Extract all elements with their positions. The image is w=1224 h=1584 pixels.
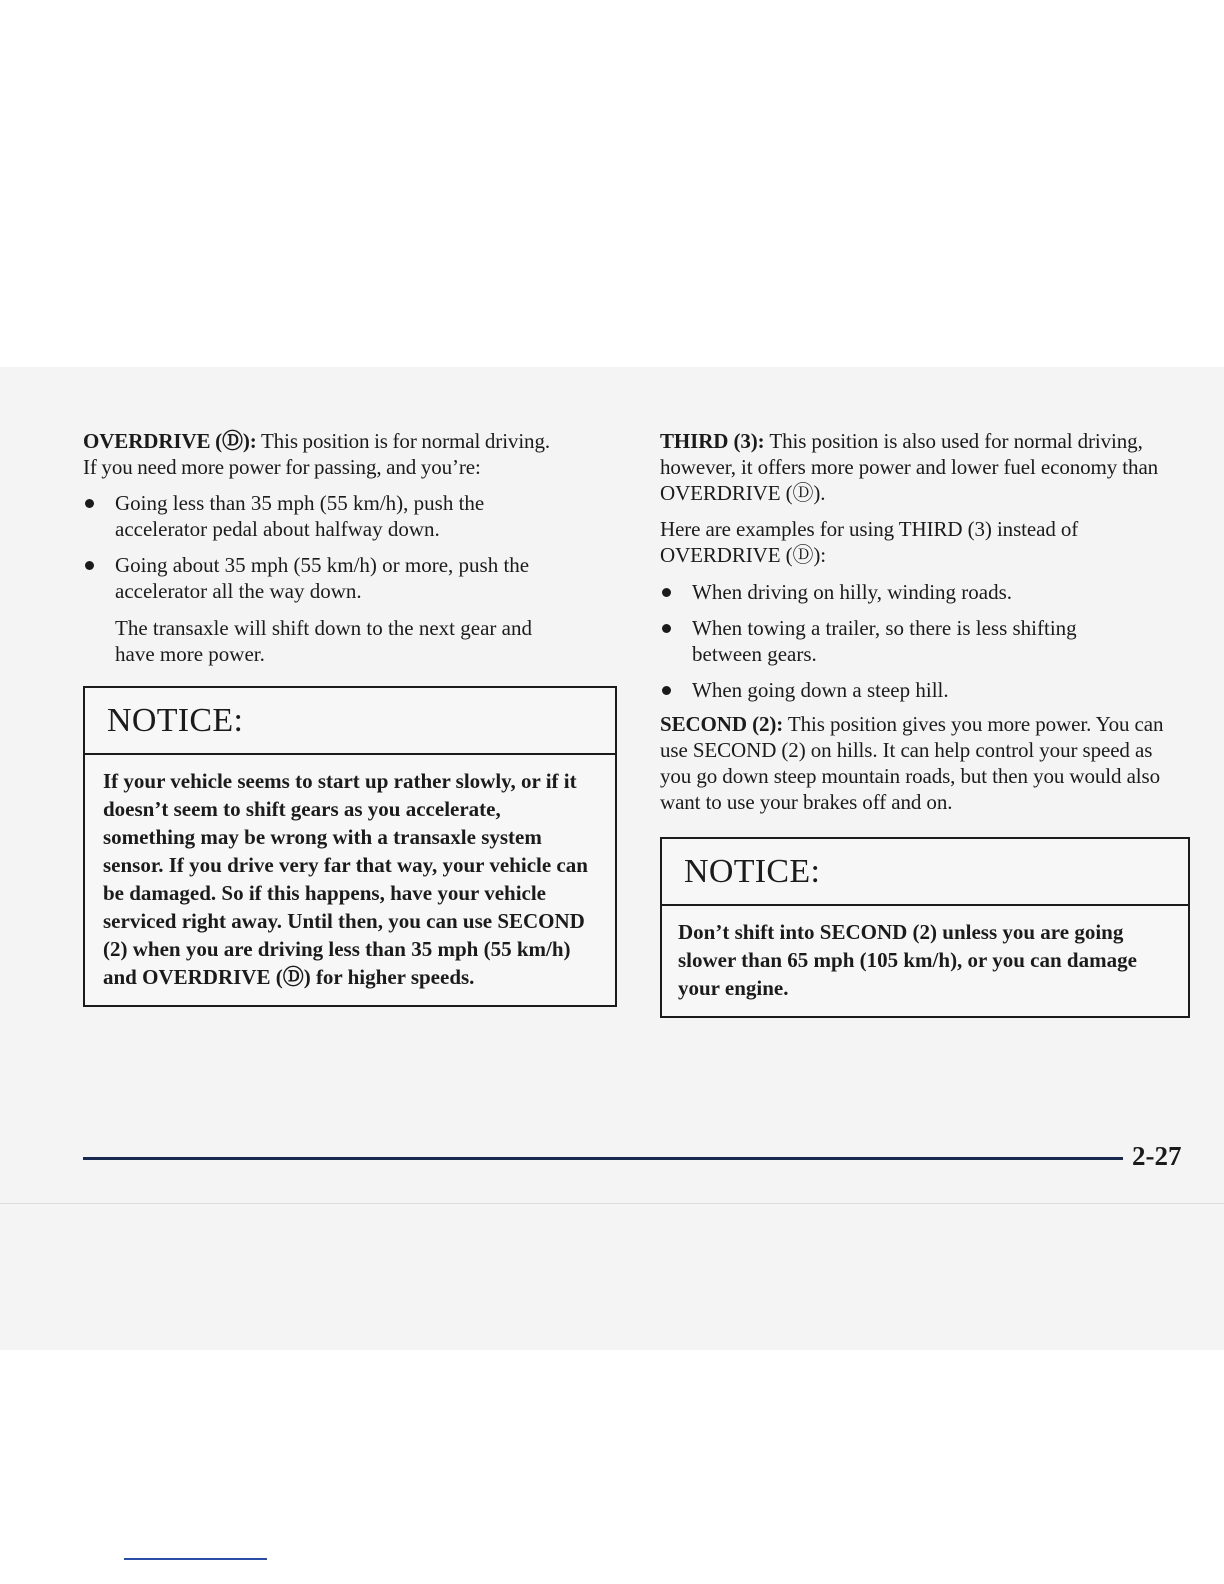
left-column [83,428,623,1007]
bullet-text: When driving on hilly, winding roads. [692,580,1013,604]
bullet-text: Going about 35 mph (55 km/h) or more, push the accelerator all the way down. [115,553,530,603]
notice-title: NOTICE: [662,839,1188,906]
overdrive-label: OVERDRIVE (Ⓓ): [83,429,257,453]
notice-title: NOTICE: [85,688,615,755]
bullet-icon [85,561,94,570]
second-paragraph [660,711,1180,815]
notice-box-right [660,837,1190,1018]
overdrive-text-2: If you need more power for passing, and you’re: [83,455,481,479]
notice-body: If your vehicle seems to start up rather slowly, or if it doesn’t seem to shift gears as you accelerate, something may be wrong with a transaxle system sensor. If you drive very far that way, your vehicle can be damaged. So if this happens, have your vehicle serviced right away. Until then, you can use SECOND (2) when you are driving less than 35 mph (55 km/h) and OVERDRIVE (Ⓓ) for higher speeds. [103,769,588,989]
transaxle-paragraph: The transaxle will shift down to the next gear and have more power. [115,616,532,666]
divider [0,1203,1224,1204]
examples-intro: Here are examples for using THIRD (3) instead of OVERDRIVE (Ⓓ): [660,517,1079,567]
right-column [660,428,1190,1018]
bullet-text: When going down a steep hill. [692,678,949,702]
list-item [660,615,1130,667]
bullet-icon [662,686,671,695]
third-text: This position is also used for normal driving, however, it offers more power and lower fuel economy than OVERDRIVE (Ⓓ). [660,429,1159,505]
third-label: THIRD (3): [660,429,765,453]
notice-body: Don’t shift into SECOND (2) unless you are going slower than 65 mph (105 km/h), or you can damage your engine. [678,920,1137,1000]
overdrive-bullet-list [83,490,553,604]
second-label: SECOND (2): [660,712,784,736]
page-number: 2-27 [1132,1141,1182,1171]
notice-box-left [83,686,617,1007]
third-paragraph [660,428,1170,506]
list-item [660,677,1130,703]
third-bullet-list [660,579,1130,703]
list-item [83,490,553,542]
divider [124,1558,267,1560]
list-item [83,552,553,604]
list-item [660,579,1130,605]
second-text: This position gives you more power. You can use SECOND (2) on hills. It can help control your speed as you go down steep mountain roads, but then you would also want to use your brakes off and on. [660,712,1164,814]
bullet-icon [85,499,94,508]
overdrive-text-1: This position is for normal driving. [256,429,551,453]
footer-rule [83,1157,1123,1160]
overdrive-paragraph [83,428,623,480]
bullet-icon [662,588,671,597]
bullet-icon [662,624,671,633]
bullet-text: Going less than 35 mph (55 km/h), push the accelerator pedal about halfway down. [115,491,485,541]
bullet-text: When towing a trailer, so there is less shifting between gears. [692,616,1077,666]
